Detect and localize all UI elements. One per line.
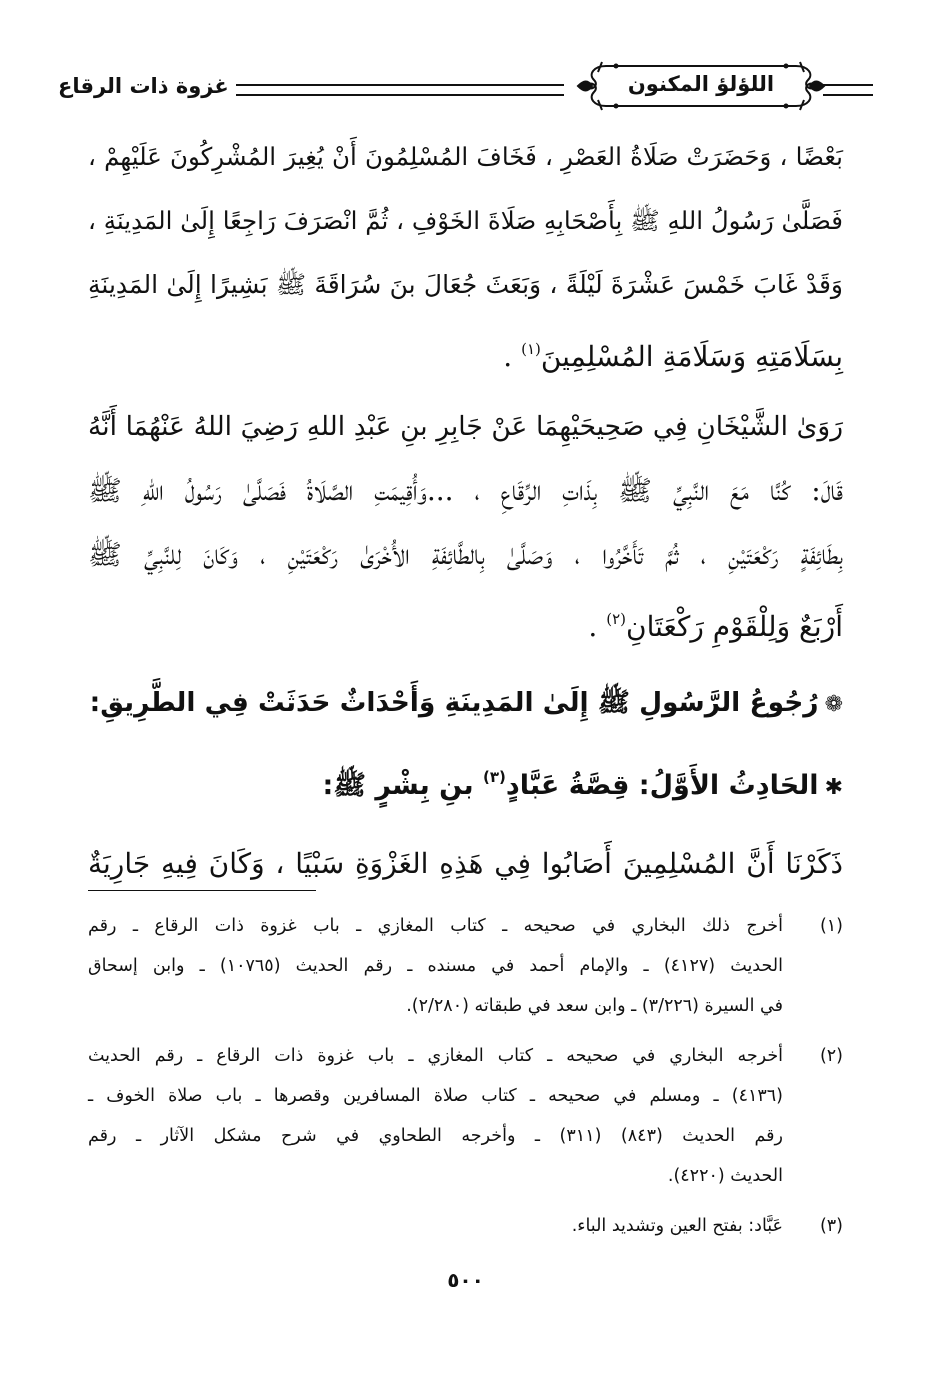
title-cartouche xyxy=(576,58,826,114)
text-line: بِسَلَامَتِهِ وَسَلَامَةِ المُسْلِمِينَ$^{(١)}$ . xyxy=(503,340,843,373)
text-line: وَقَدْ غَابَ خَمْسَ عَشْرَةَ لَيْلَةً ، وَبَعَثَ جُعَالَ بنَ سُرَاقَةَ ﷺ بَشِيرًا إِلَىٰ المَدِينَةِ xyxy=(88,270,843,299)
header-rule xyxy=(823,84,873,96)
page-number: ٥٠٠ xyxy=(447,1268,484,1292)
footnote-line: عَبَّاد: بفتح العين وتشديد الباء. xyxy=(571,1216,783,1236)
footnote-line: (٤١٣٦) ـ ومسلم في صحيحه ـ كتاب صلاة المسافرين وقصرها ـ باب صلاة الخوف ـ xyxy=(88,1086,783,1106)
footnote-line: رقم الحديث (٨٤٣) (٣١١) ـ وأخرجه الطحاوي في شرح مشكل الآثار ـ رقم xyxy=(88,1126,784,1146)
footnote-number: (١) xyxy=(819,916,843,936)
text-line: رَوَىٰ الشَّيْخَانِ فِي صَحِيحَيْهِمَا عَنْ جَابِرِ بنِ عَبْدِ اللهِ رَضِيَ اللهُ عَنْهُمَا أَنَّهُ xyxy=(88,411,843,442)
footnote xyxy=(88,906,843,1026)
text-line: قَالَ: كُنَّا مَعَ النَّبِيِّ ﷺ بِذَاتِ الرِّقَاعِ ، ...وَأُقِيمَتِ الصَّلَاةُ فَصَلَّىٰ رَسُولُ اللهِ ﷺ xyxy=(88,474,843,507)
footnote xyxy=(88,1206,843,1246)
footnote-number: (٣) xyxy=(819,1216,843,1236)
main-text xyxy=(88,125,843,896)
text-line: فَصَلَّىٰ رَسُولُ اللهِ ﷺ بِأَصْحَابِهِ صَلَاةَ الخَوْفِ ، ثُمَّ انْصَرَفَ رَاجِعًا إِلَىٰ المَدِينَةِ ، xyxy=(88,206,843,235)
book-title: اللؤلؤ المكنون xyxy=(627,72,775,96)
footnote-ref[interactable]: (٢) xyxy=(606,610,626,628)
footnote-text xyxy=(88,1036,783,1196)
section-title: غزوة ذات الرقاع xyxy=(58,74,229,98)
footnotes xyxy=(88,906,843,1246)
footnote-line: أخرج ذلك البخاري في صحيحه ـ كتاب المغازي ـ باب غزوة ذات الرقاع ـ رقم xyxy=(88,916,783,936)
footnote-separator xyxy=(88,890,316,891)
footnote-ref[interactable]: (١) xyxy=(521,340,541,358)
text-line: بِطَائِفَةٍ رَكْعَتَيْنِ ، ثُمَّ تَأَخَّرُوا ، وَصَلَّىٰ بِالطَّائِفَةِ الأُخْرَىٰ رَكْعَتَيْنِ ، وَكَانَ لِلنَّبِيِّ ﷺ xyxy=(88,538,843,571)
heading-text: بنِ بِشْرٍ ﷺ: xyxy=(322,770,474,801)
footnote-line: أخرجه البخاري في صحيحه ـ كتاب المغازي ـ باب غزوة ذات الرقاع ـ رقم الحديث xyxy=(88,1046,783,1066)
asterisk-icon: ✱ xyxy=(824,775,843,800)
paragraph xyxy=(88,395,843,651)
text-span: بِسَلَامَتِهِ وَسَلَامَةِ المُسْلِمِينَ xyxy=(540,340,843,373)
heading-text: رُجُوعُ الرَّسُولِ ﷺ إِلَىٰ المَدِينَةِ وَأَحْدَاثٌ حَدَثَتْ فِي الطَّرِيقِ: xyxy=(89,687,819,718)
text-span: أَرْبَعٌ وَلِلْقَوْمِ رَكْعَتَانِ xyxy=(626,610,843,643)
running-header xyxy=(58,58,873,120)
text-line: بَعْضًا ، وَحَضَرَتْ صَلَاةُ العَصْرِ ، فَخَافَ المُسْلِمُونَ أَنْ يُغِيرَ المُشْرِكُونَ عَلَيْهِمْ ، xyxy=(88,142,843,171)
footnote-text xyxy=(88,1206,783,1246)
heading-text: الحَادِثُ الأَوَّلُ: قِصَّةُ عَبَّادٍ xyxy=(505,770,819,801)
footnote-number: (٢) xyxy=(819,1046,843,1066)
footnote-line: في السيرة (٣/٢٢٦) ـ وابن سعد في طبقاته (٢/٢٨٠). xyxy=(406,996,783,1016)
subsection-heading xyxy=(88,747,843,818)
paragraph xyxy=(88,125,843,381)
footnote-line: الحديث (٤١٢٧) ـ والإمام أحمد في مسنده ـ رقم الحديث (١٠٧٦٥) ـ وابن إسحاق xyxy=(88,956,783,976)
ornament-bullet-icon: ❁ xyxy=(824,692,843,717)
section-heading xyxy=(88,673,843,735)
header-rule xyxy=(236,84,564,96)
text-line: أَرْبَعٌ وَلِلْقَوْمِ رَكْعَتَانِ$^{(٢)}$ . xyxy=(588,610,843,643)
footnote-line: الحديث (٤٢٢٠). xyxy=(667,1166,783,1186)
footnote-ref[interactable]: (٣) xyxy=(483,768,506,786)
footnote-text xyxy=(88,906,783,1026)
footnote xyxy=(88,1036,843,1196)
text-line: ذَكَرْنَا أَنَّ المُسْلِمِينَ أَصَابُوا فِي هَذِهِ الغَزْوَةِ سَبْيًا ، وَكَانَ فِيهِ جَارِيَةٌ xyxy=(88,847,843,880)
